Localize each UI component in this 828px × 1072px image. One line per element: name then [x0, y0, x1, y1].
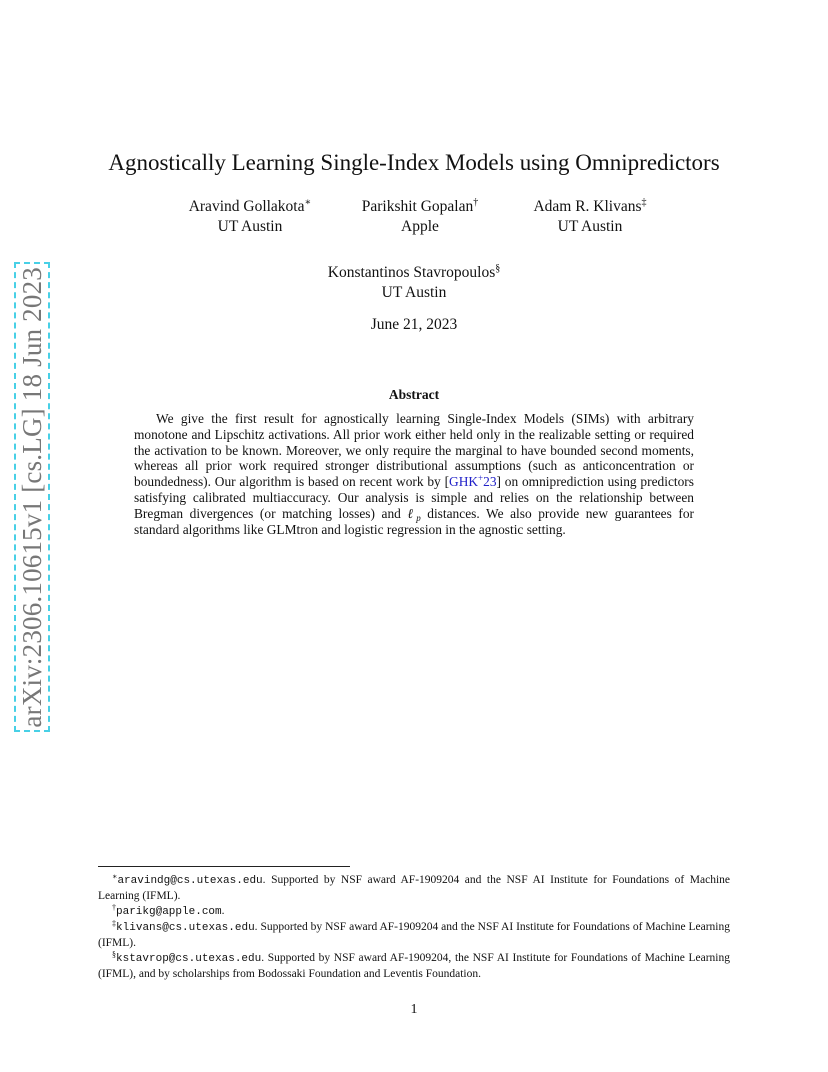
author-4 [294, 263, 534, 303]
author-affiliation: Apple [401, 218, 439, 235]
citation-close: ] [496, 474, 501, 490]
author-affiliation: UT Austin [381, 284, 447, 301]
author-name: Konstantinos Stavropoulos [327, 264, 496, 281]
footnote-rule [98, 866, 350, 867]
abstract-text: on omniprediction using predictors satisfying calibrated multiaccuracy. Our analysis is simple and relies on the relationship between Bregman divergences (or matching losses) and [134, 474, 694, 521]
author-mark: § [495, 263, 501, 274]
author-2 [340, 197, 500, 237]
author-mark: ∗ [304, 197, 312, 208]
abstract-text: distances. We also provide new guarantees for standard algorithms like GLMtron and logistic regression in the agnostic setting. [134, 505, 694, 537]
author-name: Adam R. Klivans [533, 198, 642, 215]
citation-link[interactable]: GHK+23 [449, 473, 497, 490]
footnote-email: kstavrop@cs.utexas.edu [116, 953, 262, 965]
abstract-text: We give the first result for agnostically learning Single-Index Models (SIMs) with arbitrary monotone and Lipschitz activations. All prior work either held only in the realizable setting or required the activation to be known. Moreover, we only require the marginal to have bounded second moments, whereas all prior work required stronger distributional assumptions (such as anticoncentration or boundedness). Our algorithm is based on recent work by [134, 411, 694, 490]
author-affiliation: UT Austin [557, 218, 623, 235]
author-mark: † [473, 197, 479, 208]
paper-date: June 21, 2023 [370, 316, 458, 333]
footnote-3: ‡klivans@cs.utexas.edu. Supported by NSF award AF-1909204 and the NSF AI Institute for Foundations of Machine Learning (IFML). [98, 919, 730, 949]
author-name: Parikshit Gopalan [361, 198, 474, 215]
ell-subscript: p [416, 512, 421, 523]
ell-symbol: ℓ [407, 505, 417, 521]
author-3 [510, 197, 670, 237]
paper-title: Agnostically Learning Single-Index Models using Omnipredictors [108, 150, 720, 175]
author-1 [170, 197, 330, 237]
footnote-1: ∗aravindg@cs.utexas.edu. Supported by NSF award AF-1909204 and the NSF AI Institute for Foundations of Machine Learning (IFML). [98, 872, 730, 902]
footnotes [98, 873, 730, 982]
citation-open: [ [444, 474, 450, 490]
arxiv-id[interactable]: arXiv:2306.10615v1 [cs.LG] 18 Jun 2023 [16, 266, 47, 728]
abstract-body [134, 411, 694, 537]
footnote-2: †parikg@apple.com. [112, 903, 225, 918]
page-number: 1 [410, 1002, 418, 1017]
footnote-email: klivans@cs.utexas.edu [116, 922, 255, 934]
abstract-heading: Abstract [388, 387, 440, 402]
footnote-email: aravindg@cs.utexas.edu [117, 875, 263, 887]
author-mark: ‡ [641, 197, 647, 208]
author-name: Aravind Gollakota [188, 198, 305, 215]
footnote-email: parikg@apple.com [116, 906, 222, 918]
author-affiliation: UT Austin [217, 218, 283, 235]
footnote-4: §kstavrop@cs.utexas.edu. Supported by NSF award AF-1909204, the NSF AI Institute for Foundations of Machine Learning (IFML), and by scholarships from Bodossaki Foundation and Leventis Foundation. [98, 950, 730, 980]
